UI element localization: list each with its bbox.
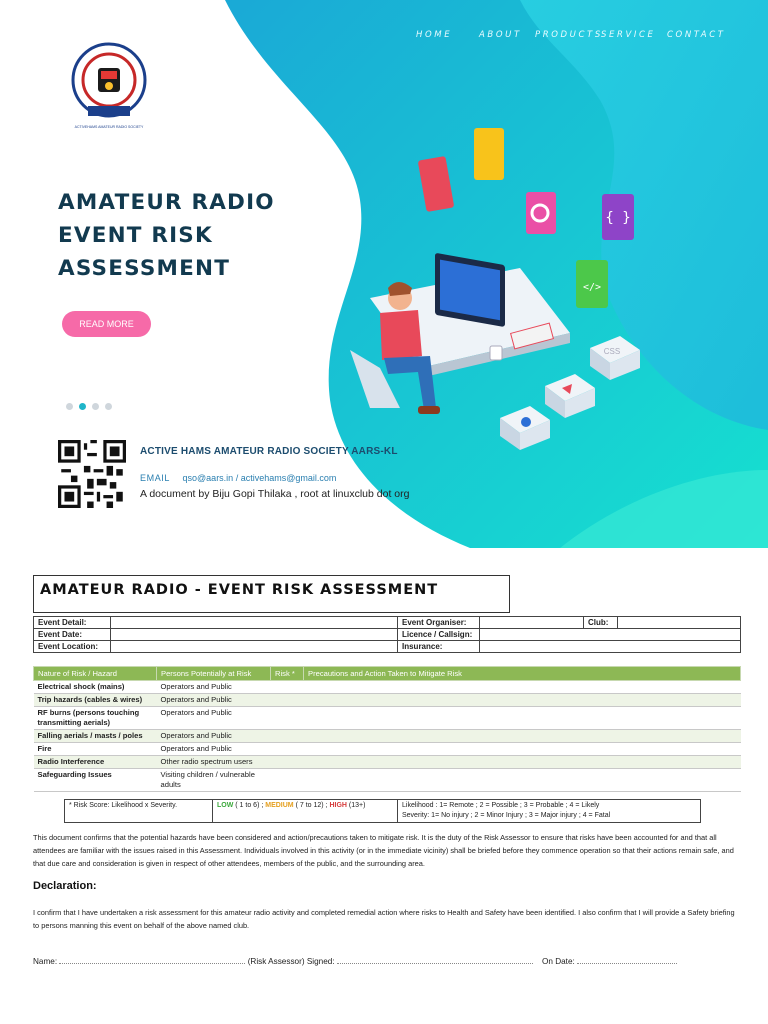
persons-cell: Other radio spectrum users — [157, 756, 271, 769]
developer-illustration — [340, 118, 640, 458]
risk-table — [33, 666, 741, 792]
qr-code — [58, 440, 126, 508]
event-organiser-label: Event Organiser: — [398, 617, 480, 629]
header-precautions: Precautions and Action Taken to Mitigate Risk — [304, 667, 741, 681]
low-range: ( 1 to 6) ; — [235, 802, 264, 809]
risk-cell[interactable] — [271, 756, 304, 769]
nav-home[interactable]: HOME — [416, 30, 453, 40]
hero-title-line-1: AMATEUR RADIO — [58, 190, 275, 215]
precautions-cell[interactable] — [304, 756, 741, 769]
hazard-cell: Trip hazards (cables & wires) — [34, 694, 157, 707]
persons-cell: Operators and Public — [157, 707, 271, 730]
table-row — [65, 800, 701, 823]
event-date-field[interactable] — [111, 629, 398, 641]
risk-cell[interactable] — [271, 681, 304, 694]
signed-label: Signed: — [306, 957, 335, 966]
licence-field[interactable] — [480, 629, 741, 641]
form-title-box — [33, 575, 510, 613]
insurance-field[interactable] — [480, 641, 741, 653]
risk-cell[interactable] — [271, 730, 304, 743]
event-location-label: Event Location: — [34, 641, 111, 653]
persons-cell: Operators and Public — [157, 743, 271, 756]
top-nav — [416, 30, 726, 40]
table-row — [34, 730, 741, 743]
medium-band: MEDIUM — [265, 802, 294, 809]
table-row — [34, 617, 741, 629]
table-row — [34, 743, 741, 756]
hazard-cell: Fire — [34, 743, 157, 756]
carousel-dot[interactable] — [66, 403, 73, 410]
hazard-cell: Electrical shock (mains) — [34, 681, 157, 694]
high-range: (13+) — [348, 802, 366, 809]
risk-table-header — [34, 667, 741, 681]
carousel-dot-active[interactable] — [79, 403, 86, 410]
date-label: On Date: — [542, 957, 575, 966]
author-credit: A document by Biju Gopi Thilaka , root at linuxclub dot org — [140, 488, 410, 500]
event-detail-label: Event Detail: — [34, 617, 111, 629]
event-date-label: Event Date: — [34, 629, 111, 641]
date-field[interactable] — [577, 955, 677, 964]
severity-scale: Severity: 1= No injury ; 2 = Minor Injury ; 3 = Major injury ; 4 = Fatal — [402, 812, 611, 819]
hero-title-line-3: ASSESSMENT — [58, 256, 231, 281]
assessment-statement: This document confirms that the potential hazards have been considered and action/precautions taken to mitigate risk. It is the duty of the Risk Assessor to ensure that risks have been accounted for and that all attendees are familiar with the issues raised in this Assessment. Individuals involved in this activity (or in the immediate vicinity) shall be briefed before they commence operation so that their actions remain safe, and that due care and consideration is given in respect of other attendees, members of the public, and the surrounding area. — [33, 833, 734, 868]
low-band: LOW — [217, 802, 234, 809]
hero-title — [58, 186, 275, 285]
event-organiser-field[interactable] — [480, 617, 584, 629]
precautions-cell[interactable] — [304, 730, 741, 743]
club-label: Club: — [584, 617, 618, 629]
carousel-dot[interactable] — [92, 403, 99, 410]
precautions-cell[interactable] — [304, 743, 741, 756]
precautions-cell[interactable] — [304, 707, 741, 730]
carousel-dots — [66, 403, 112, 410]
risk-cell[interactable] — [271, 769, 304, 792]
persons-cell: Visiting children / vulnerable adults — [157, 769, 271, 792]
email-value[interactable]: qso@aars.in / activehams@gmail.com — [182, 473, 337, 483]
precautions-cell[interactable] — [304, 694, 741, 707]
event-location-field[interactable] — [111, 641, 398, 653]
persons-cell: Operators and Public — [157, 681, 271, 694]
nav-products[interactable]: PRODUCTS — [535, 30, 603, 40]
code-card-label: </> — [582, 282, 602, 293]
signature-field[interactable] — [337, 955, 533, 964]
precautions-cell[interactable] — [304, 681, 741, 694]
read-more-button[interactable]: READ MORE — [62, 311, 151, 337]
nav-about[interactable]: ABOUT — [479, 30, 522, 40]
name-label: Name: — [33, 957, 58, 966]
event-detail-field[interactable] — [111, 617, 398, 629]
likelihood-scale: Likelihood : 1= Remote ; 2 = Possible ; 3 = Probable ; 4 = Likely — [402, 802, 600, 809]
persons-cell: Operators and Public — [157, 730, 271, 743]
likelihood-severity-key — [398, 800, 701, 823]
signature-line — [33, 955, 677, 966]
header-nature-of-risk: Nature of Risk / Hazard — [34, 667, 157, 681]
carousel-dot[interactable] — [105, 403, 112, 410]
risk-score-label: * Risk Score: Likelihood x Severity. — [65, 800, 213, 823]
high-band: HIGH — [329, 802, 347, 809]
nav-contact[interactable]: CONTACT — [667, 30, 726, 40]
hero-title-line-2: EVENT RISK — [58, 223, 213, 248]
risk-score-key — [64, 799, 701, 823]
organization-name: ACTIVE HAMS AMATEUR RADIO SOCIETY AARS-KL — [140, 446, 398, 457]
table-row — [34, 641, 741, 653]
club-field[interactable] — [618, 617, 741, 629]
event-info-table — [33, 616, 741, 653]
declaration-heading: Declaration: — [33, 880, 97, 892]
risk-score-bands — [213, 800, 398, 823]
declaration-text: I confirm that I have undertaken a risk assessment for this amateur radio activity and completed remedial action where risks to Health and Safety have been identified. I also confirm that I will provide a Safety briefing to persons manning this event on behalf of the above named club. — [33, 908, 735, 930]
form-title: AMATEUR RADIO - EVENT RISK ASSESSMENT — [40, 582, 439, 598]
name-field[interactable] — [59, 955, 245, 964]
risk-cell[interactable] — [271, 707, 304, 730]
table-row — [34, 694, 741, 707]
table-row — [34, 681, 741, 694]
header-persons-at-risk: Persons Potentially at Risk — [157, 667, 271, 681]
logo-bottom-text: ACTIVEHAMS AMATEUR RADIO SOCIETY — [74, 125, 144, 129]
licence-label: Licence / Callsign: — [398, 629, 480, 641]
braces-card-label: { } — [605, 210, 631, 226]
persons-cell: Operators and Public — [157, 694, 271, 707]
table-row — [34, 756, 741, 769]
hazard-cell: RF burns (persons touching transmitting aerials) — [34, 707, 157, 730]
table-row — [34, 769, 741, 792]
nav-service[interactable]: SERVICE — [601, 30, 656, 40]
table-row — [34, 629, 741, 641]
table-row — [34, 707, 741, 730]
hazard-cell: Safeguarding Issues — [34, 769, 157, 792]
header-risk-score: Risk * — [271, 667, 304, 681]
precautions-cell[interactable] — [304, 769, 741, 792]
assessor-label: (Risk Assessor) — [247, 957, 305, 966]
risk-cell[interactable] — [271, 743, 304, 756]
medium-range: ( 7 to 12) ; — [295, 802, 328, 809]
aars-logo — [54, 40, 164, 135]
risk-cell[interactable] — [271, 694, 304, 707]
hazard-cell: Falling aerials / masts / poles — [34, 730, 157, 743]
insurance-label: Insurance: — [398, 641, 480, 653]
email-line — [140, 473, 336, 483]
css-cube-label: CSS — [603, 347, 621, 356]
hazard-cell: Radio Interference — [34, 756, 157, 769]
email-label: EMAIL — [140, 473, 171, 483]
